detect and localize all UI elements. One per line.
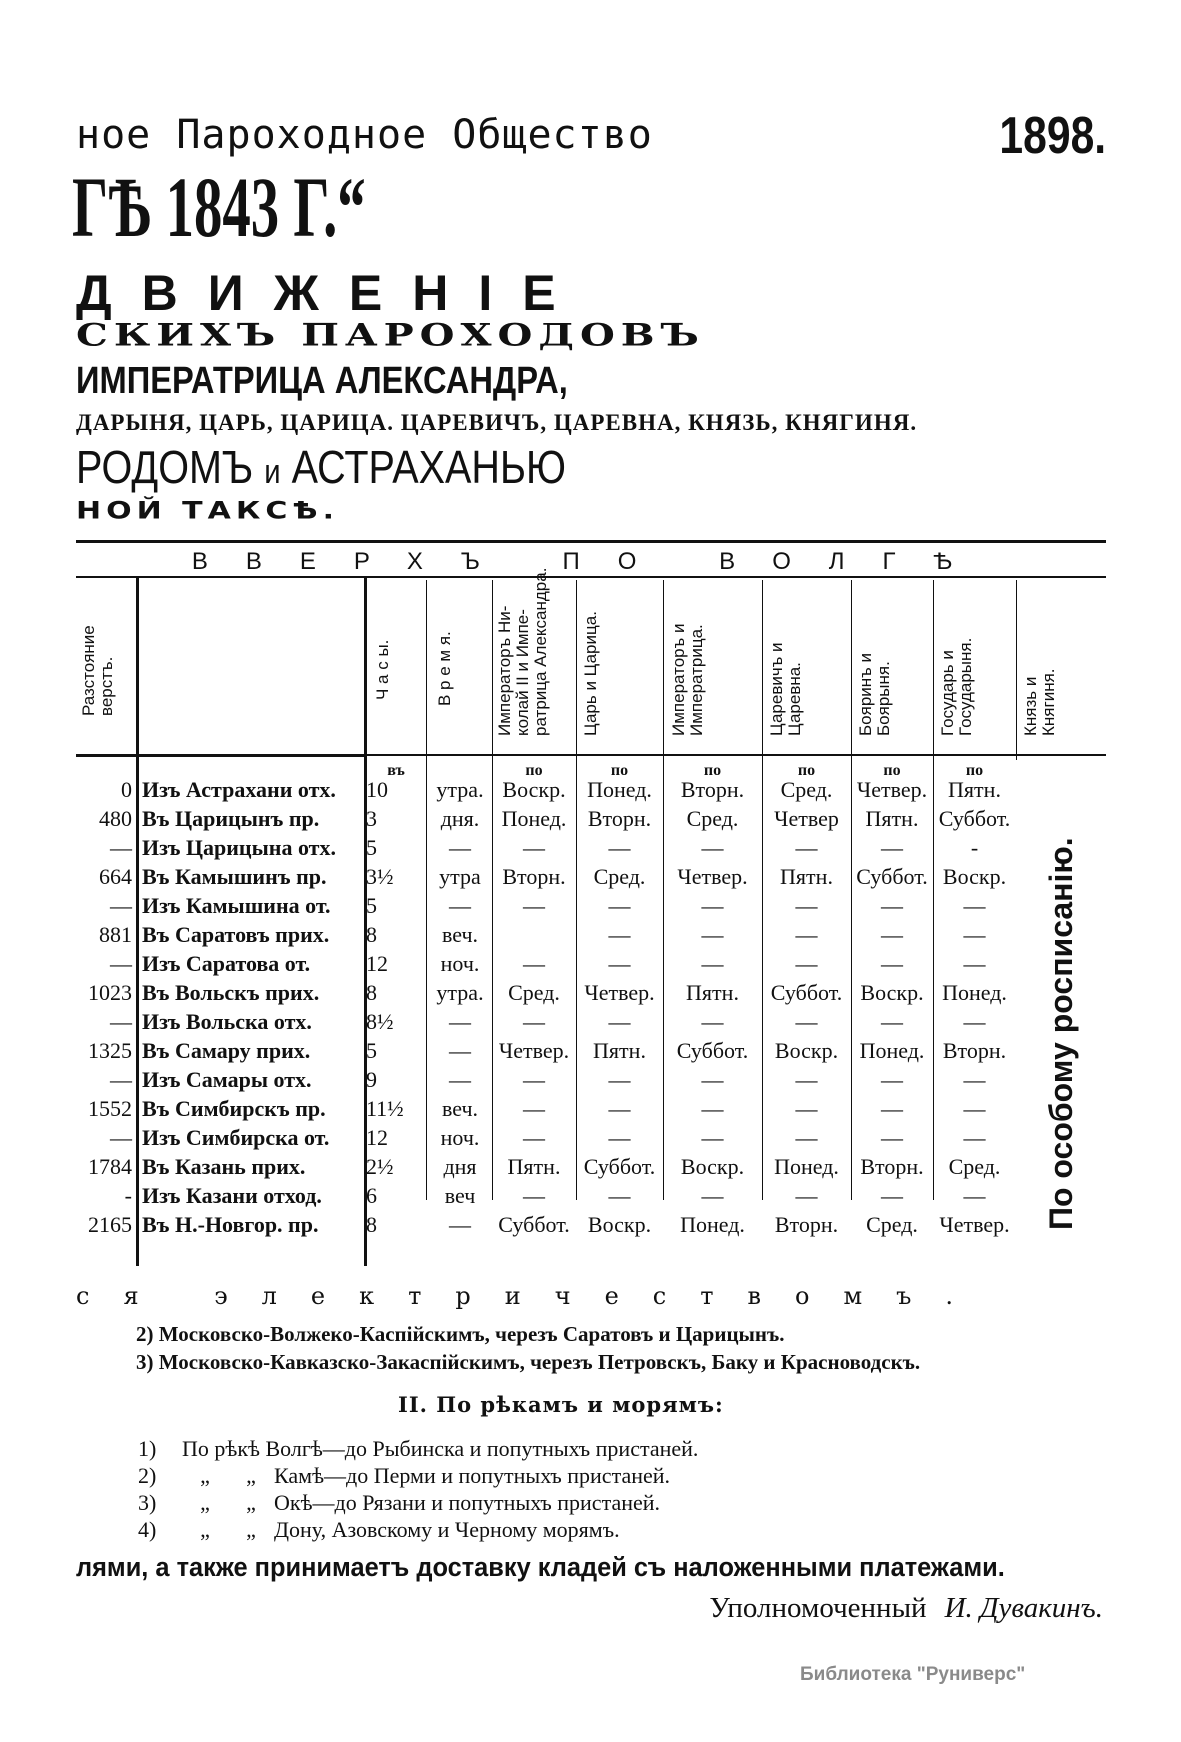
day-cell: — — [963, 1125, 986, 1150]
distance-cell: - — [124, 1183, 132, 1208]
day-cell: — — [701, 1125, 724, 1150]
day-cell: — — [523, 951, 545, 976]
day-cell: — — [608, 1096, 631, 1121]
hour-cell: 2½ — [366, 1154, 394, 1179]
day-subheader: по — [965, 762, 984, 779]
river-route-1 — [138, 1436, 698, 1462]
time-cell: — — [449, 1038, 471, 1063]
hour-cell: 8 — [366, 1212, 377, 1237]
ship-column-header: Императоръ Ни- колай II и Импе- ратрица Александра. — [495, 567, 550, 736]
day-cell: — — [701, 922, 724, 947]
day-subheader: по — [883, 762, 901, 779]
day-cell: Сред. — [780, 777, 833, 802]
day-cell: — — [701, 835, 724, 860]
station-cell: Изъ Царицына отх. — [142, 835, 336, 860]
ship-column-header: Князь и Княгиня. — [1021, 668, 1058, 736]
title-movement: ДВИЖЕНIЕ — [76, 265, 586, 321]
day-cell: — — [608, 1009, 631, 1034]
hour-cell: 9 — [366, 1067, 377, 1092]
time-cell: — — [449, 835, 471, 860]
day-cell: Пятн. — [780, 864, 833, 889]
distance-cell: 664 — [99, 864, 132, 889]
ship-column-header: Государь и Государыня. — [938, 637, 975, 736]
distance-cell: — — [110, 893, 132, 918]
hour-cell: 8½ — [366, 1009, 394, 1034]
river-text: Дону, Азовскому и Черному морямъ. — [274, 1517, 620, 1542]
distance-column-header: Разстояние верстъ. — [79, 625, 116, 716]
day-cell: — — [701, 1009, 724, 1034]
day-cell: — — [608, 1183, 631, 1208]
distance-cell: 480 — [99, 806, 132, 831]
river-text: Камѣ—до Перми и попутныхъ пристаней. — [274, 1463, 671, 1488]
day-cell: Четвер. — [677, 864, 748, 889]
special-schedule-note: По особому росписанію. — [1043, 837, 1079, 1230]
year: 1898. — [999, 107, 1106, 165]
hour-cell: 8 — [366, 922, 377, 947]
hours-column-header: Ч а с ы. — [373, 639, 392, 700]
day-cell: — — [701, 951, 724, 976]
signature — [709, 1592, 1103, 1625]
day-cell: — — [795, 1125, 818, 1150]
day-cell: — — [608, 1125, 631, 1150]
ditto-mark: „ — [200, 1490, 210, 1515]
day-cell: Понед. — [942, 980, 1007, 1005]
day-cell: — — [523, 1009, 545, 1034]
time-cell: ноч. — [440, 951, 480, 976]
day-cell: Воскр. — [587, 1212, 652, 1237]
distance-cell: 1552 — [88, 1096, 132, 1121]
day-cell: - — [970, 835, 979, 860]
day-cell: Четвер. — [856, 777, 928, 802]
day-cell: Пятн. — [865, 806, 919, 831]
day-cell: — — [881, 835, 903, 860]
day-cell: Сред. — [866, 1212, 918, 1237]
river-text: По рѣкѣ Волгѣ—до Рыбинска и попутныхъ пристаней. — [182, 1436, 699, 1461]
station-cell: Въ Царицынъ пр. — [142, 806, 320, 831]
day-cell: Суббот. — [676, 1038, 749, 1063]
day-cell: — — [523, 1125, 545, 1150]
day-cell: — — [795, 922, 818, 947]
ditto-mark: „ — [246, 1517, 256, 1542]
distance-cell: — — [110, 1067, 132, 1092]
header-rule — [76, 754, 364, 757]
day-cell: — — [795, 1183, 818, 1208]
ditto-mark: „ — [200, 1463, 210, 1488]
day-cell: Вторн. — [502, 864, 566, 889]
time-cell: утра. — [436, 980, 484, 1005]
time-cell: веч. — [441, 922, 479, 947]
day-cell: Четвер. — [939, 1212, 1010, 1237]
distance-cell: — — [110, 1009, 132, 1034]
day-cell: — — [795, 1096, 818, 1121]
day-subheader: по — [525, 762, 543, 779]
hour-cell: 5 — [366, 893, 377, 918]
day-cell: — — [963, 1009, 986, 1034]
hour-cell: 11½ — [366, 1096, 404, 1121]
station-cell: Въ Саратовъ прих. — [142, 922, 330, 947]
library-watermark: Библиотека "Руниверс" — [800, 1664, 1026, 1685]
day-cell: — — [963, 1096, 986, 1121]
day-cell: — — [963, 951, 986, 976]
distance-cell: — — [110, 835, 132, 860]
day-cell: Пятн. — [507, 1154, 561, 1179]
station-cell: Изъ Казани отход. — [142, 1183, 322, 1208]
day-cell: Пятн. — [948, 777, 1001, 802]
top-rule — [76, 540, 1106, 543]
title-steamers: СКИХЪ ПАРОХОДОВЪ — [76, 316, 705, 354]
distance-cell: 0 — [121, 777, 132, 802]
hour-cell: 10 — [366, 777, 388, 802]
day-cell: — — [963, 893, 986, 918]
time-cell: — — [449, 1009, 471, 1034]
day-cell: Понед. — [774, 1154, 839, 1179]
day-cell: Вторн. — [774, 1212, 839, 1237]
time-cell: — — [449, 1212, 471, 1237]
time-cell: дня — [443, 1154, 477, 1179]
river-text: Окѣ—до Рязани и попутныхъ пристаней. — [274, 1490, 661, 1515]
ship-column-header: Бояринъ и Боярыня. — [856, 653, 893, 736]
column-rule — [426, 580, 427, 1200]
distance-cell: 881 — [99, 922, 132, 947]
day-cell: Сред. — [593, 864, 646, 889]
day-cell: Суббот. — [938, 806, 1011, 831]
day-cell: — — [701, 893, 724, 918]
river-route-4 — [138, 1517, 620, 1543]
river-number: 3) — [138, 1490, 157, 1515]
hour-cell: 5 — [366, 1038, 377, 1063]
day-cell: Понед. — [587, 777, 652, 802]
ship-column-header: Царевичъ и Царевна. — [767, 642, 804, 736]
day-cell: — — [523, 835, 545, 860]
day-subheader: по — [797, 762, 816, 779]
station-cell: Изъ Симбирска от. — [142, 1125, 330, 1150]
direction-title: ВВЕРХЪ ПО ВОЛГѢ — [191, 548, 991, 575]
station-cell: Изъ Вольска отх. — [142, 1009, 312, 1034]
steamer-empress: ИМПЕРАТРИЦА АЛЕКСАНДРА, — [76, 360, 568, 402]
ship-column-header: Царь и Царица. — [581, 611, 600, 736]
day-cell: Вторн. — [942, 1038, 1007, 1063]
route-title — [76, 441, 566, 493]
society-name: ное Пароходное Общество — [76, 112, 653, 158]
distance-cell: 1023 — [88, 980, 132, 1005]
time-cell: ноч. — [440, 1125, 480, 1150]
railway-line-3: 3) Московско-Кавказско-Закаспійскимъ, черезъ Петровскъ, Баку и Красноводскъ. — [136, 1350, 921, 1374]
column-rule — [136, 576, 139, 1266]
day-cell: Суббот. — [856, 864, 928, 889]
column-rule — [1016, 580, 1017, 760]
route-and: и — [264, 453, 281, 491]
day-cell: Понед. — [501, 806, 567, 831]
founded-line: ГѢ 1843 Г.“ — [72, 159, 366, 255]
time-cell: утра. — [436, 777, 484, 802]
day-cell: Вторн. — [587, 806, 652, 831]
day-cell: Пятн. — [593, 1038, 646, 1063]
time-cell: веч — [444, 1183, 476, 1208]
station-cell: Въ Казань прих. — [142, 1154, 306, 1179]
day-cell: — — [523, 1067, 545, 1092]
schedule-table — [76, 540, 1106, 1265]
distance-cell: 1325 — [88, 1038, 132, 1063]
day-cell: — — [523, 1096, 545, 1121]
day-cell: Суббот. — [498, 1212, 570, 1237]
tariff-line: НОЙ ТАКСѢ. — [76, 497, 339, 525]
river-number: 2) — [138, 1463, 157, 1488]
day-cell: — — [881, 1183, 903, 1208]
river-route-2 — [138, 1463, 670, 1489]
day-cell: — — [963, 1183, 986, 1208]
day-cell: — — [963, 1067, 986, 1092]
day-cell: — — [963, 922, 986, 947]
day-cell: — — [795, 951, 818, 976]
hour-cell: 3½ — [366, 864, 394, 889]
ditto-mark: „ — [246, 1463, 256, 1488]
day-cell: — — [881, 922, 903, 947]
ditto-mark: „ — [246, 1490, 256, 1515]
station-cell: Въ Вольскъ прих. — [142, 980, 320, 1005]
hour-cell: 6 — [366, 1183, 377, 1208]
time-cell: веч. — [441, 1096, 479, 1121]
day-cell: — — [701, 1183, 724, 1208]
time-cell: — — [449, 893, 471, 918]
hour-cell: 3 — [366, 806, 377, 831]
time-cell: — — [449, 1067, 471, 1092]
day-cell: — — [608, 1067, 631, 1092]
day-cell: Сред. — [948, 1154, 1001, 1179]
day-cell: Воскр. — [502, 777, 566, 802]
day-cell: Сред. — [686, 806, 739, 831]
day-cell: — — [795, 835, 818, 860]
time-cell: утра — [439, 864, 481, 889]
river-number: 4) — [138, 1517, 157, 1542]
station-cell: Въ Н.-Новгор. пр. — [142, 1212, 319, 1237]
hour-cell: 5 — [366, 835, 377, 860]
day-cell: — — [795, 893, 818, 918]
day-cell: Воскр. — [860, 980, 924, 1005]
ditto-mark: „ — [200, 1517, 210, 1542]
distance-cell: 1784 — [88, 1154, 132, 1179]
day-cell: Сред. — [508, 980, 560, 1005]
day-cell: Четвер. — [498, 1038, 570, 1063]
day-cell: Четвер. — [584, 980, 655, 1005]
river-number: 1) — [138, 1436, 157, 1461]
route-start: РОДОМЪ — [76, 441, 254, 493]
day-cell: — — [881, 1096, 903, 1121]
day-cell: — — [881, 1009, 903, 1034]
signature-title: Уполномоченный — [709, 1592, 927, 1624]
hour-cell: 12 — [366, 951, 388, 976]
rivers-title: II. По рѣкамъ и морямъ: — [398, 1392, 724, 1417]
station-cell: Въ Самару прих. — [142, 1038, 311, 1063]
ship-column-header: Императоръ и Императрица. — [669, 623, 706, 736]
day-cell: — — [881, 951, 903, 976]
day-cell: Вторн. — [680, 777, 745, 802]
day-cell: — — [608, 922, 631, 947]
signature-name: И. Дувакинъ. — [944, 1592, 1103, 1624]
day-cell: — — [881, 1067, 903, 1092]
day-cell: — — [795, 1067, 818, 1092]
day-cell: Понед. — [859, 1038, 925, 1063]
distance-cell: — — [110, 1125, 132, 1150]
day-cell: Пятн. — [686, 980, 739, 1005]
day-subheader: по — [703, 762, 722, 779]
delivery-note: лями, а также принимаетъ доставку кладей съ наложенными платежами. — [76, 1552, 1005, 1582]
distance-cell: 2165 — [88, 1212, 132, 1237]
day-cell: Вторн. — [860, 1154, 924, 1179]
day-cell: — — [881, 893, 903, 918]
hours-subheader: въ — [387, 762, 405, 779]
day-cell: Воскр. — [680, 1154, 745, 1179]
day-cell: — — [608, 951, 631, 976]
day-cell: — — [523, 893, 545, 918]
day-cell: Понед. — [680, 1212, 745, 1237]
day-cell: Воскр. — [942, 864, 1007, 889]
station-cell: Въ Симбирскъ пр. — [142, 1096, 326, 1121]
station-cell: Изъ Камышина от. — [142, 893, 331, 918]
day-cell: — — [881, 1125, 903, 1150]
station-cell: Изъ Астрахани отх. — [142, 777, 336, 802]
day-cell: Воскр. — [774, 1038, 839, 1063]
day-subheader: по — [610, 762, 629, 779]
railway-line-2: 2) Московско-Волжеко-Каспійскимъ, черезъ Саратовъ и Царицынъ. — [136, 1322, 785, 1346]
time-column-header: В р е м я. — [435, 631, 454, 706]
day-cell: Суббот. — [770, 980, 843, 1005]
day-cell: Суббот. — [583, 1154, 656, 1179]
station-cell: Изъ Самары отх. — [142, 1067, 312, 1092]
distance-cell: — — [110, 951, 132, 976]
river-route-3 — [138, 1490, 660, 1516]
hour-cell: 12 — [366, 1125, 388, 1150]
day-cell: — — [795, 1009, 818, 1034]
day-cell: — — [608, 835, 631, 860]
station-cell: Изъ Саратова от. — [142, 951, 311, 976]
hour-cell: 8 — [366, 980, 377, 1005]
route-end: АСТРАХАНЬЮ — [291, 441, 566, 493]
steamer-names: ДАРЫНЯ, ЦАРЬ, ЦАРИЦА. ЦАРЕВИЧЪ, ЦАРЕВНА, КНЯЗЬ, КНЯГИНЯ. — [76, 410, 918, 435]
header-line — [76, 107, 1106, 165]
day-cell: — — [608, 893, 631, 918]
header-rule — [364, 754, 1106, 756]
title-rule — [76, 576, 1106, 578]
station-cell: Въ Камышинъ пр. — [142, 864, 327, 889]
day-cell: — — [701, 1067, 724, 1092]
electricity-line: ся электричествомъ. — [76, 1282, 988, 1310]
time-cell: дня. — [440, 806, 480, 831]
day-cell: — — [701, 1096, 724, 1121]
day-cell: — — [523, 1183, 545, 1208]
day-cell: Четвер — [774, 806, 839, 831]
